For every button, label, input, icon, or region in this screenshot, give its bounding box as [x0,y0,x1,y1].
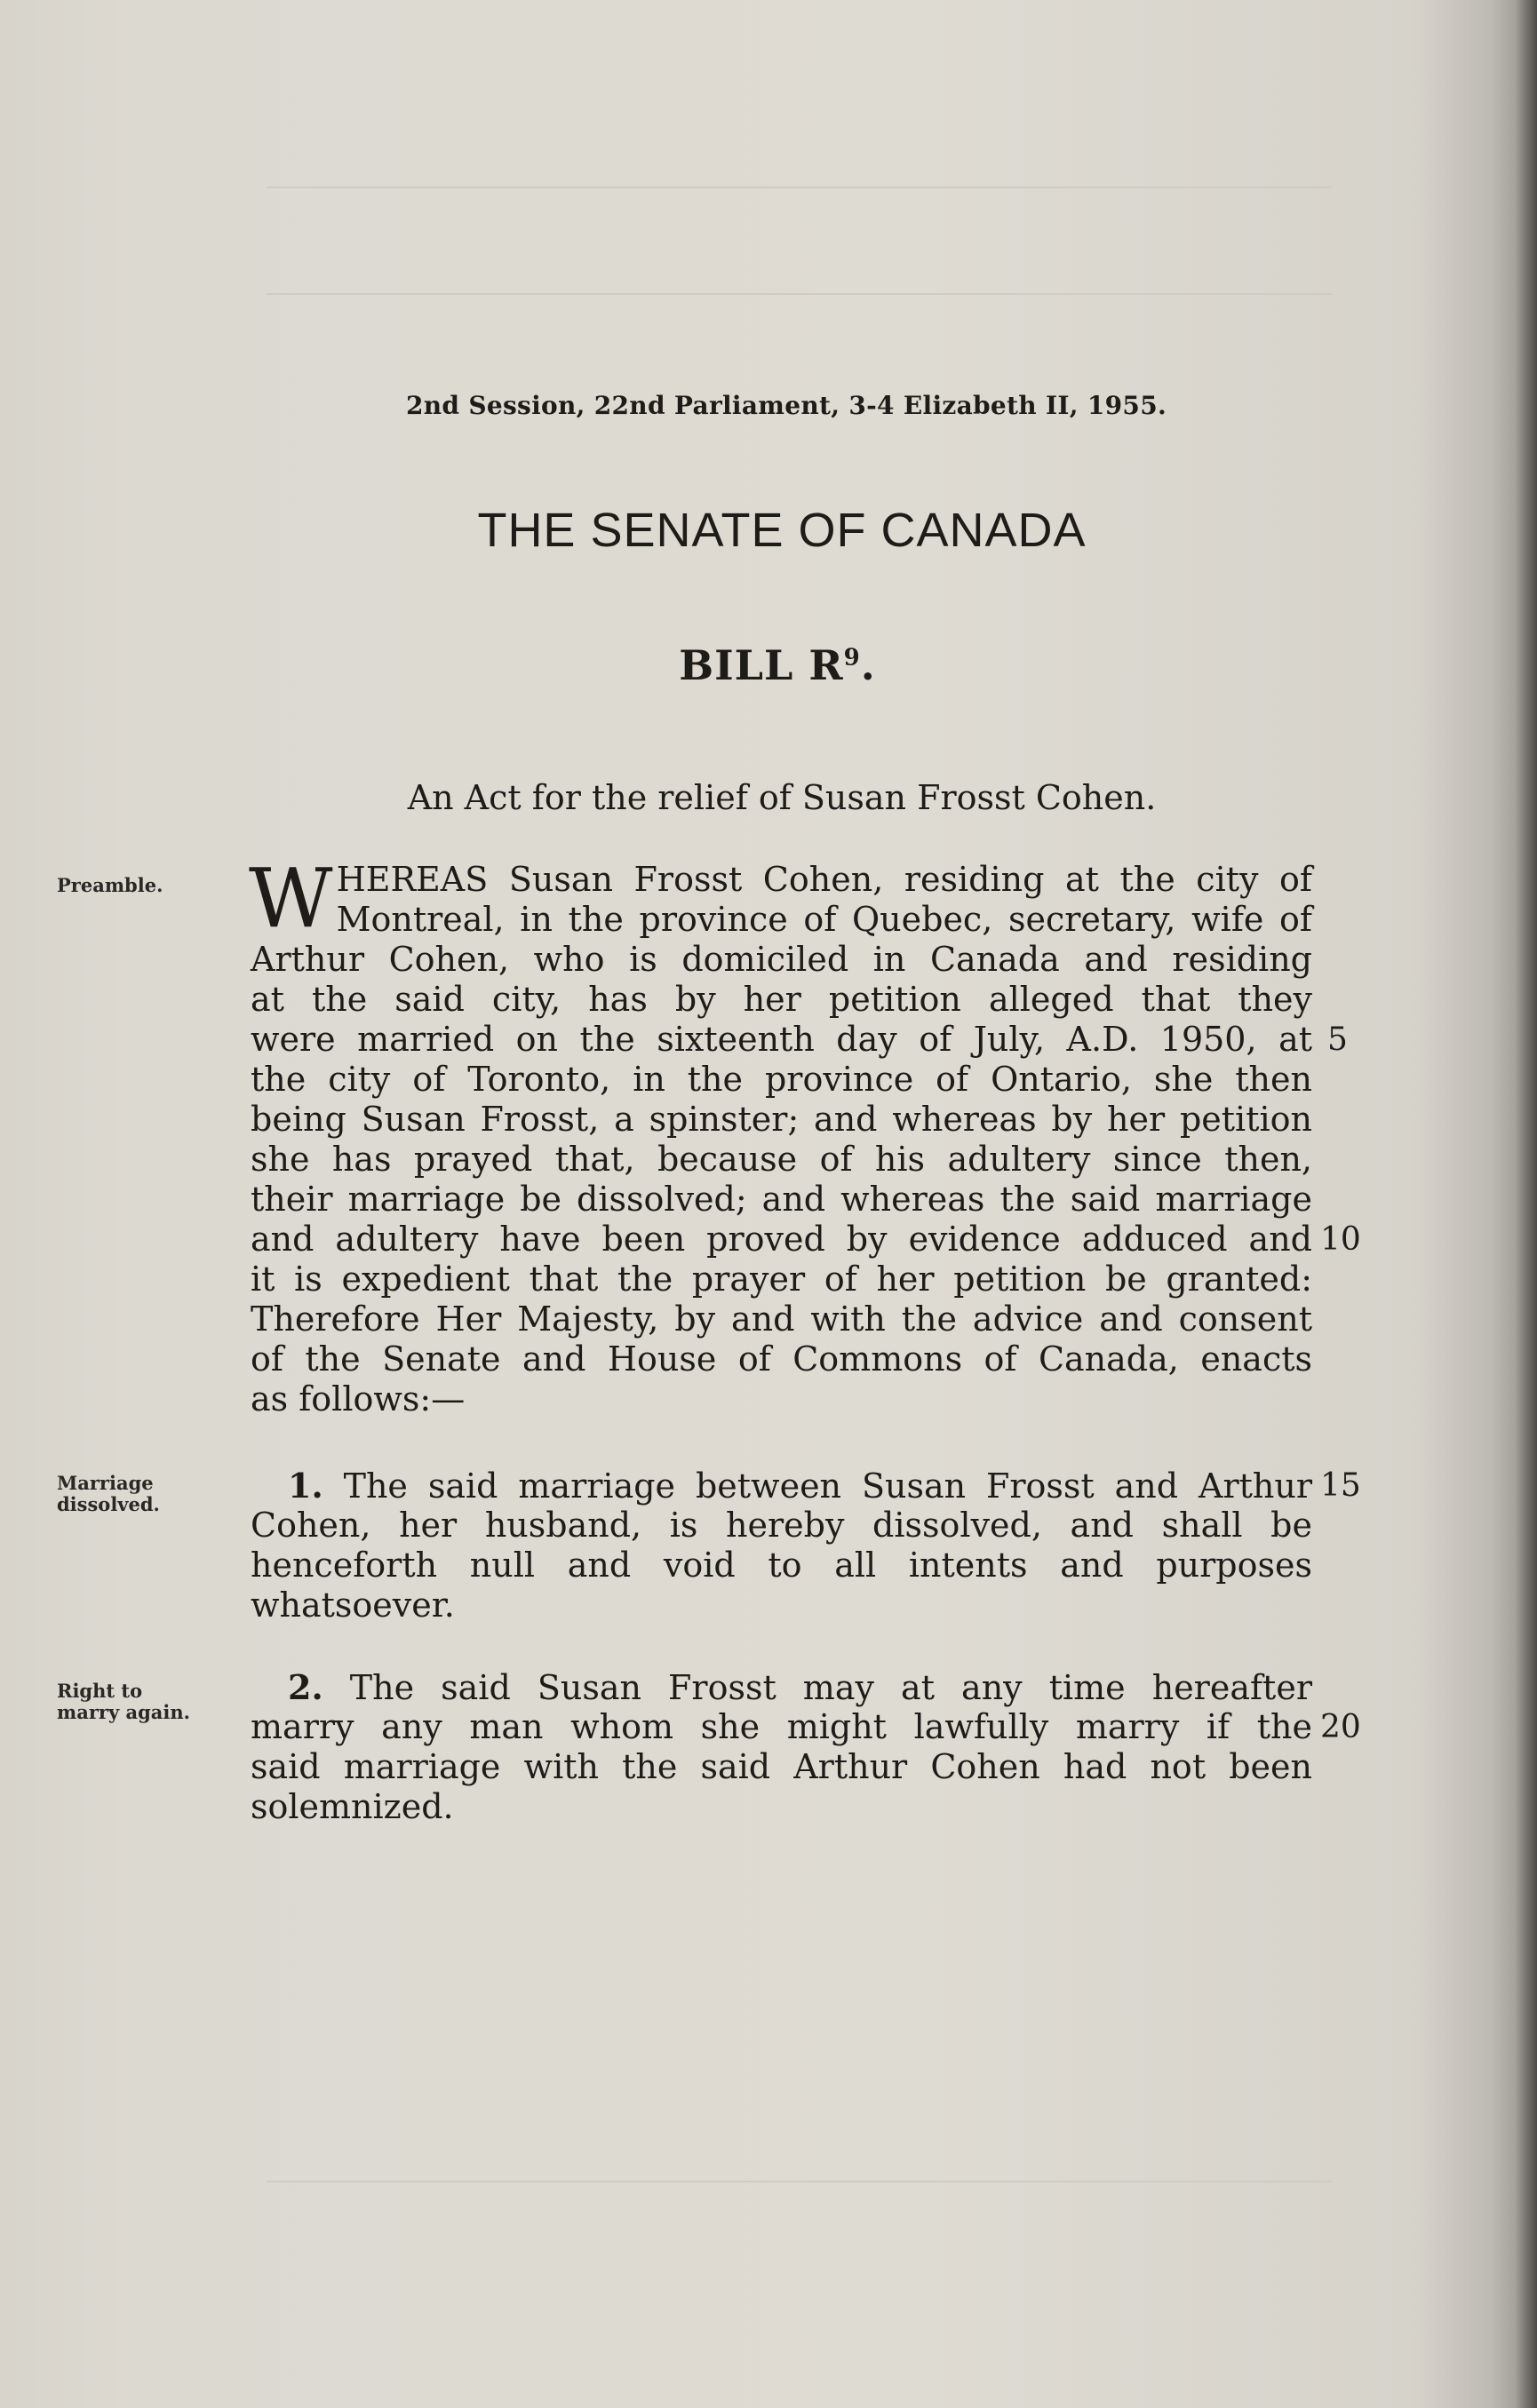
bill-number [0,641,1537,689]
preamble-line: Therefore Her Majesty, by and with the advice and consent [251,1299,1312,1339]
bill-superscript: 9 [843,644,861,672]
preamble-line: were married on the sixteenth day of July, A.D. 1950, at [251,1020,1312,1059]
bleed-through-rule [267,293,1333,295]
section-1-line: whatsoever. [251,1585,455,1625]
section-number: 2. [288,1667,323,1707]
margin-note-line: dissolved. [57,1493,160,1515]
bill-suffix: . [860,641,876,689]
session-line: 2nd Session, 22nd Parliament, 3-4 Elizabeth II, 1955. [405,391,1167,420]
line-number: 10 [1320,1221,1361,1258]
preamble-line: of the Senate and House of Commons of Canada, enacts [251,1339,1312,1379]
act-title: An Act for the relief of Susan Frosst Cohen. [407,778,1157,817]
margin-note-right-to-marry [57,1681,235,1723]
section-number: 1. [288,1466,323,1506]
section-2-line: solemnized. [251,1787,454,1826]
senate-heading: THE SENATE OF CANADA [477,504,1087,557]
page-edge [1514,0,1537,2408]
section-1-text: The said marriage between Susan Frosst and Arthur [343,1466,1312,1506]
preamble-paragraph [249,851,1312,1419]
preamble-line: the city of Toronto, in the province of Ontario, she then [251,1060,1312,1099]
bleed-through-rule [267,2181,1333,2182]
preamble-line: being Susan Frosst, a spinster; and whereas by her petition [251,1100,1312,1139]
section-1-paragraph [251,1466,1312,1625]
margin-note-line: Marriage [57,1472,154,1494]
margin-note-marriage-dissolved [57,1473,235,1515]
section-1-line: henceforth null and void to all intents and purposes [251,1546,1312,1585]
section-2-line [251,1667,1312,1707]
preamble-line: and adultery have been proved by evidence adduced and [251,1220,1312,1259]
line-number: 20 [1320,1709,1361,1745]
section-2-text: The said Susan Frosst may at any time hereafter [349,1668,1312,1707]
dropcap-letter: W [249,851,333,946]
section-1-line [251,1466,1312,1506]
preamble-line: as follows:— [251,1379,466,1419]
line-number: 15 [1320,1467,1361,1504]
preamble-line: their marriage be dissolved; and whereas the said marriage [251,1180,1312,1219]
section-1-line: Cohen, her husband, is hereby dissolved, and shall be [251,1506,1312,1545]
preamble-line: it is expedient that the prayer of her petition be granted: [251,1260,1312,1299]
section-2-line: marry any man whom she might lawfully marry if the [251,1707,1312,1746]
preamble-line: at the said city, has by her petition alleged that they [251,980,1312,1019]
preamble-line: she has prayed that, because of his adultery since then, [251,1140,1312,1179]
preamble-line: Arthur Cohen, who is domiciled in Canada and residing [251,940,1312,979]
bleed-through-rule [267,187,1333,188]
section-2-line: said marriage with the said Arthur Cohen had not been [251,1747,1312,1786]
margin-note-line: Right to [57,1680,143,1702]
line-number: 5 [1327,1021,1348,1058]
preamble-line: Montreal, in the province of Quebec, secretary, wife of [336,900,1312,939]
bill-prefix: BILL R [679,641,844,689]
margin-note-line: marry again. [57,1701,190,1723]
preamble-line: HEREAS Susan Frosst Cohen, residing at the city of [336,860,1312,899]
margin-note-preamble: Preamble. [57,874,163,896]
section-2-paragraph [251,1667,1312,1827]
